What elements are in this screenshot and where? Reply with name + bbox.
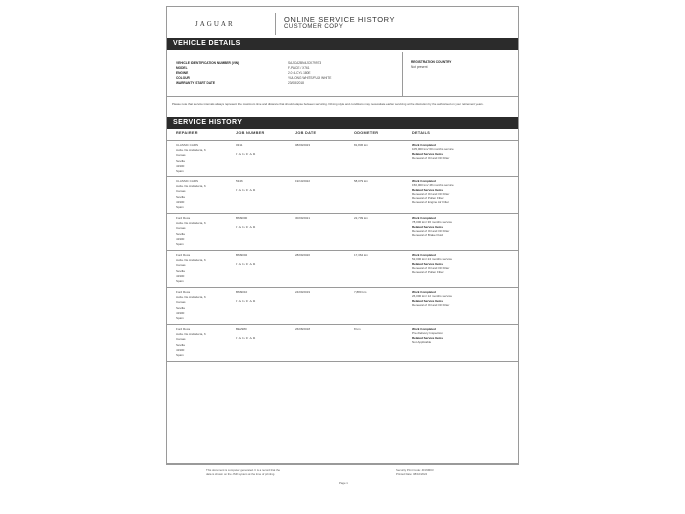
detail-line: Work Completed (412, 216, 436, 220)
detail-line: Work Completed (412, 327, 436, 331)
repairer-line: Sevilla (176, 158, 185, 163)
repairer-address (176, 143, 206, 174)
vehicle-details-box (167, 52, 518, 97)
column-header-job-date: JOB DATE (295, 131, 317, 135)
table-row (167, 325, 518, 362)
service-history-page (166, 6, 519, 464)
detail-line: Work Completed (412, 253, 436, 257)
detail-line: Related Service Items (412, 187, 444, 192)
service-details (412, 327, 516, 344)
service-interval-notice: Please note that service intervals always represent the maximum time and distance that should elapse between servicing. Driving style and conditions may necessitate earlier servicing at the discretion by the authorised on your retirement years. (172, 102, 484, 106)
colour-value: YULONG WHITE/FUJI WHITE (288, 76, 332, 80)
odometer-reading: 81,836 km (354, 143, 369, 147)
vehicle-details-heading: VEHICLE DETAILS (167, 38, 518, 50)
detail-line: Work Completed (412, 143, 436, 147)
repairer-line: 41900 (176, 310, 185, 315)
jaguar-logo: JAGUAR (236, 188, 257, 192)
detail-line: Related Service Items (412, 335, 444, 340)
repairer-line: Camas (176, 263, 186, 268)
odometer-reading: 22,709 km (354, 216, 369, 220)
odometer-reading: 58,079 km (354, 179, 369, 183)
detail-line: Related Service Items (412, 151, 444, 156)
warranty-value: 23/08/2018 (288, 81, 304, 85)
repairer-address (176, 216, 206, 247)
repairer-address (176, 327, 206, 358)
repairer-line: Avda. De Andalucía, 6 (176, 258, 206, 263)
header-divider (275, 13, 276, 35)
detail-line: Work Completed (412, 290, 436, 294)
table-row (167, 214, 518, 251)
jaguar-logo: JAGUAR (236, 225, 257, 229)
repairer-line: Spain (176, 353, 184, 358)
warranty-label: WARRANTY START DATE (176, 81, 215, 85)
column-header-job-number: JOB NUMBER (236, 131, 265, 135)
jaguar-logo: JAGUAR (236, 336, 257, 340)
repairer-line: Ford Roca (176, 253, 191, 257)
job-number: 0311 (236, 143, 243, 147)
job-date: 08/09/2023 (295, 143, 311, 147)
job-number: BM9010 (236, 290, 248, 294)
repairer-line: CLASSIC CARS (176, 179, 199, 183)
printed-date: Printed Date: 08/10/2024 (396, 471, 428, 476)
service-details (412, 179, 516, 205)
detail-line: 105,000 km/ 60 months service (412, 147, 454, 152)
repairer-line: Spain (176, 279, 184, 284)
engine-value: 2.0 4-CYL 180E (288, 71, 311, 75)
service-details (412, 216, 516, 237)
detail-line: 26,000 km/ 12 months service (412, 294, 453, 299)
detail-line: Not Applicable (412, 339, 432, 344)
detail-line: Pre-Delivery Inspection (412, 331, 444, 336)
footer-rule (166, 464, 519, 465)
repairer-line: Sevilla (176, 268, 185, 273)
detail-line: Renewal of Engine Air Filter (412, 200, 450, 205)
job-date: 30/09/2021 (295, 216, 311, 220)
detail-line: Related Service Items (412, 298, 444, 303)
repairer-line: Avda. De Andalucía, 6 (176, 332, 206, 337)
column-header-odometer: ODOMETER (354, 131, 379, 135)
vin-label: VEHICLE IDENTIFICATION NUMBER (VIN) (176, 61, 240, 65)
detail-line: Renewal of Oil and Oil Filter (412, 302, 450, 307)
job-date: 26/08/2018 (295, 327, 311, 331)
repairer-line: Sevilla (176, 194, 185, 199)
model-value: F-PACE / X761 (288, 66, 310, 70)
job-number: BM9000 (236, 216, 248, 220)
detail-line: Renewal of Oil and Oil Filter (412, 265, 450, 270)
registration-country-label: REGISTRATION COUNTRY (411, 60, 452, 64)
detail-line: Related Service Items (412, 261, 444, 266)
table-row (167, 251, 518, 288)
job-number: 5346 (236, 179, 243, 183)
detail-line: 52,000 km/ 24 months service (412, 257, 453, 262)
repairer-line: Ford Roca (176, 327, 191, 331)
footer-disclaimer: This document is computer generated. It is a record that the data is shown on the JSR system at the time of printing. (206, 468, 281, 476)
engine-label: ENGINE (176, 71, 189, 75)
repairer-line: Spain (176, 242, 184, 247)
detail-line: Related Service Items (412, 224, 444, 229)
detail-line: 150,000 km/ 48 months service (412, 183, 454, 188)
repairer-line: 41900 (176, 163, 185, 168)
jaguar-logo: JAGUAR (236, 152, 257, 156)
detail-line: Renewal of Oil and Oil Filter (412, 228, 450, 233)
repairer-line: 41900 (176, 347, 185, 352)
document-title: ONLINE SERVICE HISTORY (284, 15, 396, 24)
registration-country-value: Not present (411, 65, 428, 69)
table-row (167, 288, 518, 325)
model-label: MODEL (176, 66, 188, 70)
repairer-address (176, 253, 206, 284)
repairer-line: Camas (176, 226, 186, 231)
job-number: BE2980 (236, 327, 247, 331)
repairer-line: 41900 (176, 236, 185, 241)
job-number: BM9002 (236, 253, 248, 257)
column-header-repairer: REPAIRER (176, 131, 198, 135)
vin-value: SAJCA2BN4JCK79973 (288, 61, 322, 65)
jaguar-logo: JAGUAR (195, 20, 235, 28)
repairer-line: Avda. De Andalucía, 6 (176, 184, 206, 189)
page-number: Page 1 (339, 481, 348, 485)
repairer-line: Camas (176, 337, 186, 342)
repairer-line: Sevilla (176, 305, 185, 310)
odometer-reading: 7,880 km (354, 290, 367, 294)
detail-line: Renewal of Oil and Oil Filter (412, 191, 450, 196)
repairer-line: Ford Roca (176, 216, 191, 220)
table-row (167, 140, 518, 177)
detail-line: Renewal of Pollen Filter (412, 196, 444, 201)
document-subtitle: CUSTOMER COPY (284, 24, 344, 30)
detail-line: Work Completed (412, 179, 436, 183)
detail-line: 78,000 km/ 36 months service (412, 220, 453, 225)
repairer-line: Ford Roca (176, 290, 191, 294)
jaguar-logo: JAGUAR (236, 299, 257, 303)
repairer-line: Sevilla (176, 342, 185, 347)
service-details (412, 290, 516, 307)
repairer-line: Avda. De Andalucía, 6 (176, 148, 206, 153)
repairer-line: Spain (176, 169, 184, 174)
vehicle-box-divider (402, 52, 403, 96)
footer-print-info (396, 469, 434, 476)
repairer-line: Avda. De Andalucía, 6 (176, 295, 206, 300)
repairer-line: Spain (176, 316, 184, 321)
jaguar-logo: JAGUAR (236, 262, 257, 266)
column-header-details: DETAILS (412, 131, 431, 135)
document-header (167, 7, 518, 38)
repairer-line: Avda. De Andalucía, 6 (176, 221, 206, 226)
repairer-line: 41900 (176, 273, 185, 278)
repairer-line: CLASSIC CARS (176, 143, 199, 147)
security-print-code: Security Print Code: 4FJ9MK3 (396, 468, 434, 472)
detail-line: Renewal of Pollen Filter (412, 270, 444, 275)
service-details (412, 253, 516, 274)
service-history-heading: SERVICE HISTORY (167, 117, 518, 129)
repairer-line: Camas (176, 153, 186, 158)
table-row (167, 177, 518, 214)
odometer-reading: 17,364 km (354, 253, 369, 257)
job-date: 24/09/2019 (295, 290, 311, 294)
repairer-line: Camas (176, 300, 186, 305)
job-date: 19/10/2022 (295, 179, 311, 183)
repairer-line: Spain (176, 205, 184, 210)
colour-label: COLOUR (176, 76, 190, 80)
repairer-line: 41900 (176, 199, 185, 204)
detail-line: Renewal of Oil and Oil Filter (412, 155, 450, 160)
repairer-address (176, 179, 206, 210)
detail-line: Renewal of Brake Fluid (412, 233, 444, 238)
job-date: 28/09/2020 (295, 253, 311, 257)
repairer-line: Sevilla (176, 231, 185, 236)
repairer-address (176, 290, 206, 321)
odometer-reading: 8 km (354, 327, 361, 331)
service-details (412, 143, 516, 160)
repairer-line: Camas (176, 189, 186, 194)
